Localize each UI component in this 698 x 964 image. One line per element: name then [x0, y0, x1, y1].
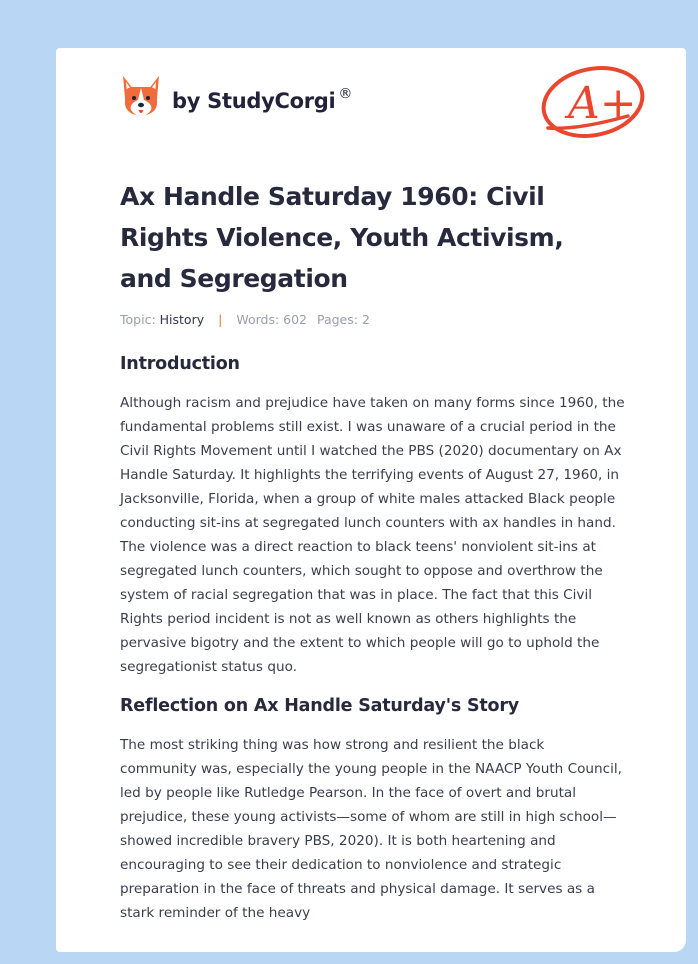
text-line: system of racial segregation that was in place. The fact that this Civil: [120, 587, 593, 603]
text-line: pervasive bigotry and the extent to which people will go to uphold the: [120, 635, 600, 651]
text-line: Jacksonville, Florida, when a group of white males attacked Black people: [120, 491, 616, 507]
grade-a-plus-badge: [538, 58, 650, 142]
text-line: Handle Saturday. It highlights the terrifying events of August 27, 1960, in: [120, 467, 620, 483]
text-line: fundamental problems still exist. I was unaware of a crucial period in the: [120, 419, 616, 435]
corgi-logo-icon: [120, 74, 162, 120]
topic-label: Topic:: [120, 312, 156, 327]
grade-text: A+: [568, 78, 637, 129]
text-line: community was, especially the young people in the NAACP Youth Council,: [120, 761, 623, 777]
document-page: [56, 48, 686, 952]
text-line: conducting sit-ins at segregated lunch counters with ax handles in hand.: [120, 515, 616, 531]
reflection-paragraph: [120, 733, 632, 925]
text-line: encouraging to see their dedication to nonviolence and strategic: [120, 857, 562, 873]
title-line: Rights Violence, Youth Activism,: [120, 223, 564, 252]
page-title: [120, 176, 620, 299]
text-line: segregated lunch counters, which sought to oppose and overthrow the: [120, 563, 603, 579]
text-line: prejudice, these young activists—some of whom are still in high school—: [120, 809, 617, 825]
section-heading-reflection: Reflection on Ax Handle Saturday's Story: [120, 696, 520, 716]
registered-mark: ®: [338, 86, 353, 102]
brand-name-text: by StudyCorgi: [172, 89, 336, 113]
text-line: Although racism and prejudice have taken on many forms since 1960, the: [120, 395, 625, 411]
word-count: Words: 602: [236, 312, 307, 327]
text-line: led by people like Rutledge Pearson. In the face of overt and brutal: [120, 785, 577, 801]
text-line: showed incredible bravery PBS, 2020). It is both heartening and: [120, 833, 556, 849]
section-heading-introduction: Introduction: [120, 354, 240, 374]
page-count: Pages: 2: [316, 312, 370, 327]
meta-separator: |: [218, 312, 223, 327]
brand-header[interactable]: [120, 74, 352, 120]
title-line: Ax Handle Saturday 1960: Civil: [120, 182, 545, 211]
introduction-paragraph: [120, 391, 632, 679]
title-line: and Segregation: [120, 264, 348, 293]
text-line: The violence was a direct reaction to black teens' nonviolent sit-ins at: [120, 539, 596, 555]
brand-name: [172, 86, 353, 113]
text-line: segregationist status quo.: [120, 659, 297, 675]
text-line: Civil Rights Movement until I watched the PBS (2020) documentary on Ax: [120, 443, 622, 459]
text-line: stark reminder of the heavy: [120, 905, 311, 921]
topic-link[interactable]: History: [159, 312, 205, 327]
text-line: The most striking thing was how strong and resilient the black: [120, 737, 545, 753]
document-meta: [120, 312, 370, 327]
text-line: Rights period incident is not as well known as others highlights the: [120, 611, 577, 627]
text-line: preparation in the face of threats and physical damage. It serves as a: [120, 881, 595, 897]
